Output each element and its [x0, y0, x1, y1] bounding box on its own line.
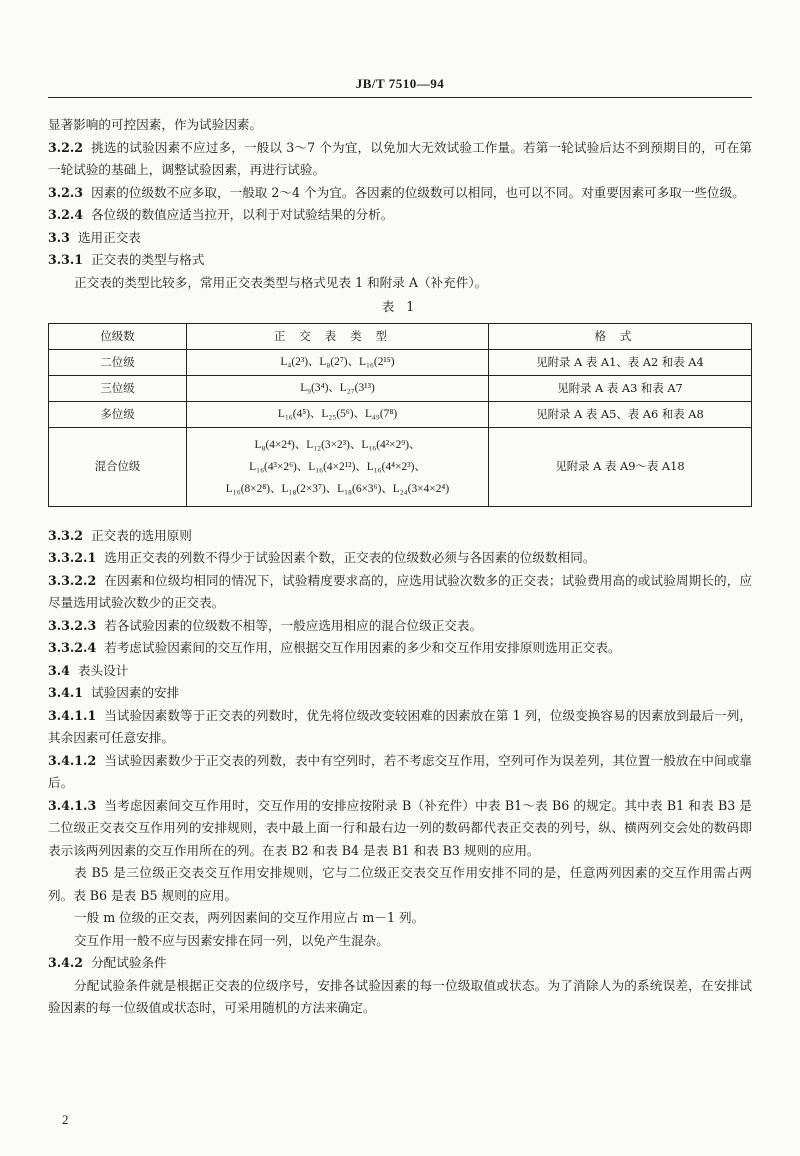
paragraph: [48, 204, 752, 227]
table-caption: 表 1: [381, 299, 419, 314]
table-row: [49, 427, 752, 506]
clause-number: 3.4.1.2: [48, 752, 97, 768]
paragraph-text: 交互作用一般不应与因素安排在同一列，以免产生混杂。: [74, 932, 389, 948]
clause-number: 3.3.2.4: [48, 640, 97, 655]
paragraph: [48, 137, 752, 182]
paragraph-group-2: [48, 525, 752, 1020]
paragraph-text: 各位级的数值应适当拉开，以利于对试验结果的分析。: [91, 207, 394, 222]
cell-table-type: [187, 427, 489, 506]
paragraph: [48, 249, 752, 272]
cell-table-type: [187, 401, 489, 427]
paragraph: [48, 660, 752, 683]
paragraph-text: 正交表的类型比较多，常用正交表类型与格式见表 1 和附录 A（补充件）。: [74, 274, 488, 290]
paragraph-group-1: [48, 114, 752, 294]
cell-format: 见附录 A 表 A9～表 A18: [489, 427, 752, 506]
paragraph-text: 显著影响的可控因素，作为试验因素。: [48, 117, 263, 132]
table-row: [49, 401, 752, 427]
cell-level: 二位级: [49, 349, 187, 375]
table-header-row: [49, 323, 752, 349]
paragraph-text: 因素的位级数不应多取，一般取 2～4 个为宜。各因素的位级数可以相同，也可以不同。对重要因素可多取一些位级。: [91, 184, 745, 200]
paragraph: [48, 615, 752, 638]
paragraph: [48, 182, 752, 205]
paragraph: [48, 227, 752, 250]
cell-level: 混合位级: [49, 427, 187, 506]
paragraph: [48, 907, 752, 930]
paragraph-text: 正交表的选用原则: [91, 527, 192, 543]
paragraph-text: 分配试验条件: [91, 955, 167, 970]
standard-code-header: JB/T 7510—94: [355, 76, 445, 91]
paragraph-text: 表头设计: [77, 662, 129, 678]
table-row: [49, 375, 752, 401]
header-level-count: 位级数: [49, 323, 187, 349]
header-table-type: 正交表类型: [187, 323, 489, 349]
table-type-line: L₉(3⁴)、L₂₇(3¹³): [300, 381, 375, 394]
orthogonal-table-types: [48, 323, 752, 507]
paragraph-text: 当试验因素数等于正交表的列数时，优先将位级改变较困难的因素放在第 1 列，位级变换容易的因素放到最后一列，其余因素可任意安排。: [48, 707, 752, 745]
clause-number: 3.3.2.2: [48, 572, 97, 588]
table-type-line: L₁₆(4³×2⁶)、L₁₆(4×2¹²)、L₁₆(4⁴×2³)、: [249, 460, 426, 473]
paragraph-text: 若考虑试验因素间的交互作用，应根据交互作用因素的多少和交互作用安排原则选用正交表。: [104, 640, 621, 655]
paragraph: [48, 750, 752, 795]
document-body: [48, 114, 752, 1020]
paragraph: [48, 795, 752, 863]
table-type-line: L₁₆(8×2⁸)、L₁₈(2×3⁷)、L₁₈(6×3⁶)、L₂₄(3×4×2⁴): [225, 482, 450, 495]
clause-number: 3.4.1.3: [48, 797, 97, 813]
clause-number: 3.3.2: [48, 527, 84, 543]
clause-number: 3.3: [48, 229, 70, 245]
paragraph-text: 表 B5 是三位级正交表交互作用安排规则，它与二位级正交表交互作用安排不同的是，任意两列因素的交互作用需占两列。表 B6 是表 B5 规则的应用。: [48, 865, 752, 903]
clause-number: 3.2.2: [48, 139, 84, 155]
cell-level: 多位级: [49, 401, 187, 427]
paragraph: [48, 525, 752, 548]
clause-number: 3.2.3: [48, 184, 84, 200]
paragraph: [48, 272, 752, 295]
clause-number: 3.4.1.1: [48, 707, 97, 723]
paragraph: [48, 637, 752, 660]
cell-table-type: [187, 349, 489, 375]
cell-level: 三位级: [49, 375, 187, 401]
paragraph-text: 在因素和位级均相同的情况下，试验精度要求高的，应选用试验次数多的正交表；试验费用高的或试验周期长的，应尽量选用试验次数少的正交表。: [48, 572, 752, 610]
paragraph: [48, 975, 752, 1020]
paragraph: [48, 705, 752, 750]
paragraph: [48, 114, 752, 137]
clause-number: 3.3.1: [48, 252, 84, 267]
paragraph: [48, 952, 752, 975]
clause-number: 3.4: [48, 662, 70, 678]
paragraph-text: 选用正交表的列数不得少于试验因素个数，正交表的位级数必须与各因素的位级数相同。: [104, 550, 596, 565]
paragraph-text: 一般 m 位级的正交表，两列因素间的交互作用应占 m－1 列。: [74, 910, 425, 925]
page-number: 2: [62, 1112, 69, 1127]
paragraph: [48, 862, 752, 907]
table-type-line: L₄(2³)、L₈(2⁷)、L₁₆(2¹⁵): [280, 355, 395, 368]
header-format: 格式: [489, 323, 752, 349]
cell-format: 见附录 A 表 A1、表 A2 和表 A4: [489, 349, 752, 375]
clause-number: 3.2.4: [48, 207, 84, 222]
clause-number: 3.3.2.1: [48, 550, 97, 565]
paragraph-text: 当试验因素数少于正交表的列数，表中有空列时，若不考虑交互作用，空列可作为误差列，其位置一般放在中间或靠后。: [48, 752, 752, 790]
clause-number: 3.3.2.3: [48, 617, 97, 633]
paragraph-text: 若各试验因素的位级数不相等，一般应选用相应的混合位级正交表。: [104, 617, 483, 633]
paragraph: [48, 570, 752, 615]
paragraph: [48, 547, 752, 570]
paragraph-text: 挑选的试验因素不应过多，一般以 3～7 个为宜，以免加大无效试验工作量。若第一轮试验后达不到预期目的，可在第一轮试验的基础上，调整试验因素，再进行试验。: [48, 139, 752, 177]
paragraph-text: 分配试验条件就是根据正交表的位级序号，安排各试验因素的每一位级取值或状态。为了消除人为的系统误差，在安排试验因素的每一位级值或状态时，可采用随机的方法来确定。: [48, 977, 752, 1015]
table-type-line: L₈(4×2⁴)、L₁₂(3×2³)、L₁₆(4²×2⁹)、: [254, 438, 421, 451]
table-type-line: L₁₆(4⁵)、L₂₅(5⁶)、L₄₉(7⁸): [277, 407, 398, 420]
paragraph-text: 试验因素的安排: [91, 685, 180, 700]
paragraph: [48, 930, 752, 953]
paragraph-text: 选用正交表: [77, 229, 141, 245]
clause-number: 3.4.1: [48, 685, 84, 700]
paragraph-text: 当考虑因素间交互作用时，交互作用的安排应按附录 B（补充件）中表 B1～表 B6 的规定。其中表 B1 和表 B3 是二位级正交表交互作用列的安排规则，表中最上面一行和最右边一列的数码都代表正交表的列号，纵、横两列交会处的数码即表示该两列因素的交互作用所在的列。在表 B2 和表 B4 是表 B1 和表 B3 规则的应用。: [48, 797, 752, 858]
paragraph-text: 正交表的类型与格式: [91, 252, 205, 267]
cell-format: 见附录 A 表 A3 和表 A7: [489, 375, 752, 401]
clause-number: 3.4.2: [48, 955, 84, 970]
cell-format: 见附录 A 表 A5、表 A6 和表 A8: [489, 401, 752, 427]
cell-table-type: [187, 375, 489, 401]
table-row: [49, 349, 752, 375]
header-rule: [48, 97, 752, 98]
paragraph: [48, 682, 752, 705]
